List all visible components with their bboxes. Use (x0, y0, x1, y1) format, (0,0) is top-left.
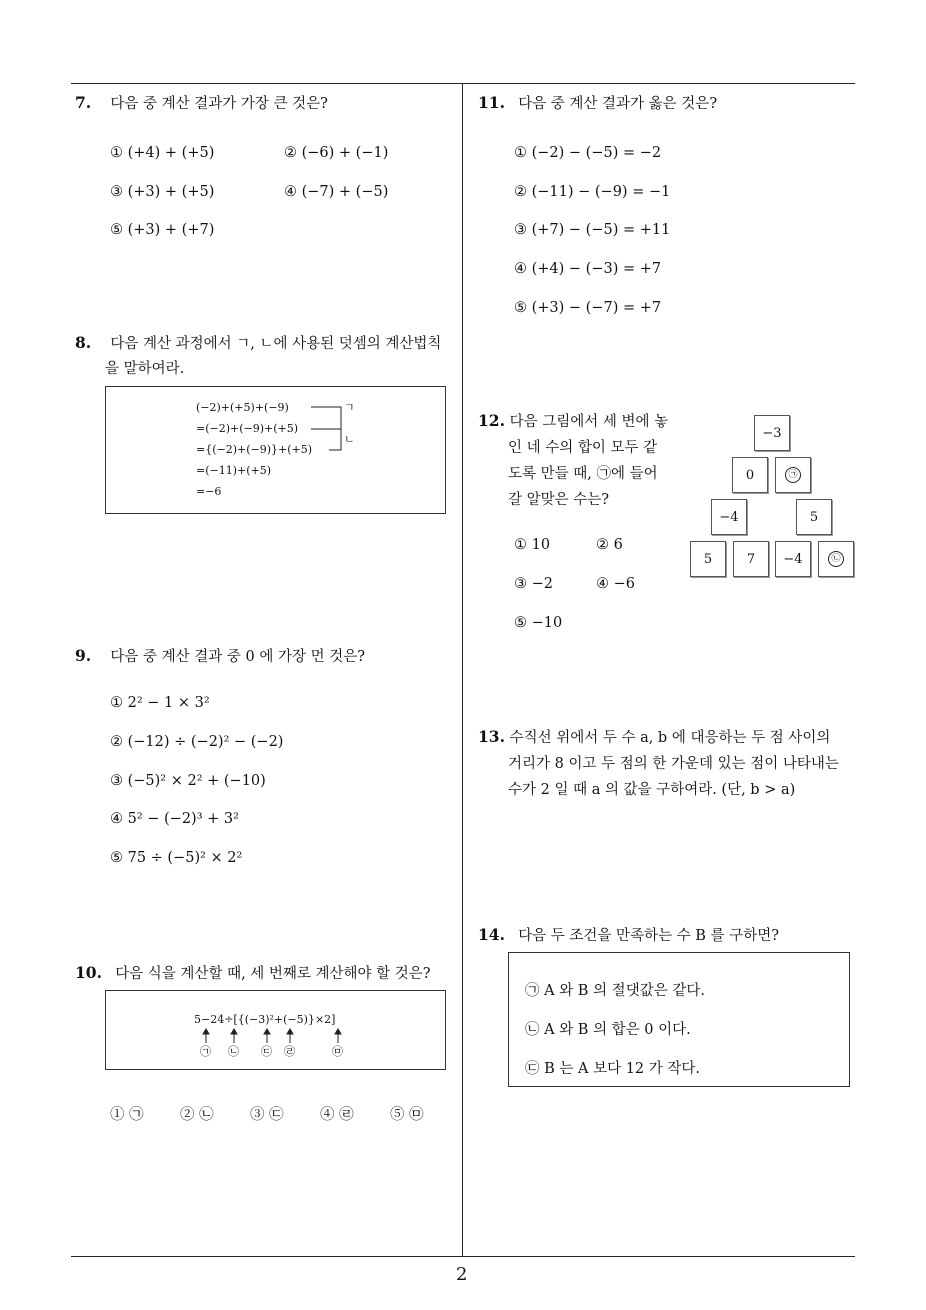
option-3[interactable]: ③ (+3) + (+5) (110, 184, 215, 200)
page-number: 2 (456, 1264, 468, 1285)
cell-left-upper: 0 (732, 457, 768, 493)
option-5[interactable]: ⑤ (+3) − (−7) = +7 (514, 300, 662, 316)
option-1[interactable]: ① 2² − 1 × 3² (110, 695, 210, 711)
question-number: 7. (75, 93, 92, 112)
condition-1: ㉠ A 와 B 의 절댓값은 같다. (525, 983, 705, 999)
calculation-box (105, 386, 446, 514)
option-3[interactable]: ③ ㉢ (250, 1107, 284, 1123)
step-2: =(−2)+(−9)+(+5) (196, 422, 299, 435)
question-number: 13. (478, 727, 505, 746)
question-text: 다음 중 계산 결과 중 0 에 가장 먼 것은? (110, 649, 365, 665)
question-text-line-2: 인 네 수의 합이 모두 같 (508, 440, 658, 456)
option-2[interactable]: ② 6 (596, 537, 623, 553)
step-3: ={(−2)+(−9)}+(+5) (196, 443, 313, 456)
question-text-line-1: 수직선 위에서 두 수 a, b 에 대응하는 두 점 사이의 (509, 730, 831, 746)
option-5[interactable]: ⑤ ㉤ (390, 1107, 424, 1123)
question-text-line-3: 수가 2 일 때 a 의 값을 구하여라. (단, b > a) (508, 782, 796, 798)
option-2[interactable]: ② (−6) + (−1) (284, 145, 389, 161)
option-4[interactable]: ④ −6 (596, 576, 635, 592)
step-1: (−2)+(+5)+(−9) (196, 401, 289, 414)
conditions-box (508, 952, 850, 1087)
cell-left-middle: −4 (711, 499, 747, 535)
marker-2: ㉡ (228, 1045, 239, 1058)
question-number: 12. (478, 411, 505, 430)
cell-right-upper: ㉠ (775, 457, 811, 493)
question-text: 다음 계산 과정에서 ㄱ, ㄴ에 사용된 덧셈의 계산법칙 (110, 336, 442, 352)
question-text: 다음 중 계산 결과가 가장 큰 것은? (110, 96, 328, 112)
question-text: 다음 식을 계산할 때, 세 번째로 계산해야 할 것은? (115, 966, 431, 982)
option-4[interactable]: ④ (+4) − (−3) = +7 (514, 261, 662, 277)
option-5[interactable]: ⑤ 75 ÷ (−5)² × 2² (110, 850, 243, 866)
marker-1: ㉠ (200, 1045, 211, 1058)
option-4[interactable]: ④ (−7) + (−5) (284, 184, 389, 200)
question-number: 9. (75, 646, 92, 665)
option-1[interactable]: ① ㉠ (110, 1107, 144, 1123)
label-b: ㄴ (344, 433, 355, 446)
question-number: 10. (75, 963, 102, 982)
option-1[interactable]: ① (+4) + (+5) (110, 145, 215, 161)
question-text-line-1: 다음 그림에서 세 변에 놓 (509, 414, 669, 430)
expression: 5−24÷[{(−3)²+(−5)}×2] (194, 1013, 336, 1026)
bottom-rule (71, 1256, 855, 1257)
step-5: =−6 (196, 485, 222, 498)
step-4: =(−11)+(+5) (196, 464, 272, 477)
option-4[interactable]: ④ 5² − (−2)³ + 3² (110, 811, 239, 827)
cell-right-middle: 5 (796, 499, 832, 535)
question-text: 다음 중 계산 결과가 옳은 것은? (518, 96, 718, 112)
question-text-cont: 을 말하여라. (105, 361, 185, 377)
expression-box (105, 990, 446, 1070)
option-3[interactable]: ③ (−5)² × 2² + (−10) (110, 773, 266, 789)
option-3[interactable]: ③ (+7) − (−5) = +11 (514, 222, 671, 238)
question-text-line-4: 갈 알맞은 수는? (508, 492, 610, 508)
question-text-line-3: 도록 만들 때, ㉠에 들어 (508, 466, 658, 482)
cell-bottom-3: −4 (775, 541, 811, 577)
question-number: 8. (75, 333, 92, 352)
marker-4: ㉣ (284, 1045, 295, 1058)
condition-2: ㉡ A 와 B 의 합은 0 이다. (525, 1022, 691, 1038)
option-2[interactable]: ② ㉡ (180, 1107, 214, 1123)
condition-3: ㉢ B 는 A 보다 12 가 작다. (525, 1061, 700, 1077)
option-4[interactable]: ④ ㉣ (320, 1107, 354, 1123)
cell-bottom-2: 7 (733, 541, 769, 577)
cell-top: −3 (754, 415, 790, 451)
label-a: ㄱ (344, 401, 355, 414)
option-5[interactable]: ⑤ (+3) + (+7) (110, 222, 215, 238)
option-1[interactable]: ① (−2) − (−5) = −2 (514, 145, 662, 161)
option-3[interactable]: ③ −2 (514, 576, 553, 592)
question-number: 11. (478, 93, 505, 112)
cell-bottom-4: ㉡ (818, 541, 854, 577)
marker-5: ㉤ (332, 1045, 343, 1058)
question-text: 다음 두 조건을 만족하는 수 B 를 구하면? (518, 928, 779, 944)
marker-3: ㉢ (261, 1045, 272, 1058)
question-number: 14. (478, 925, 505, 944)
option-2[interactable]: ② (−11) − (−9) = −1 (514, 184, 671, 200)
bracket-marks (311, 401, 371, 461)
question-text-line-2: 거리가 8 이고 두 점의 한 가운데 있는 점이 나타내는 (508, 756, 839, 772)
option-2[interactable]: ② (−12) ÷ (−2)² − (−2) (110, 734, 284, 750)
marker-arrows (106, 1027, 445, 1045)
column-divider (462, 83, 463, 1257)
option-1[interactable]: ① 10 (514, 537, 551, 553)
cell-bottom-1: 5 (690, 541, 726, 577)
option-5[interactable]: ⑤ −10 (514, 615, 563, 631)
top-rule (71, 83, 855, 84)
